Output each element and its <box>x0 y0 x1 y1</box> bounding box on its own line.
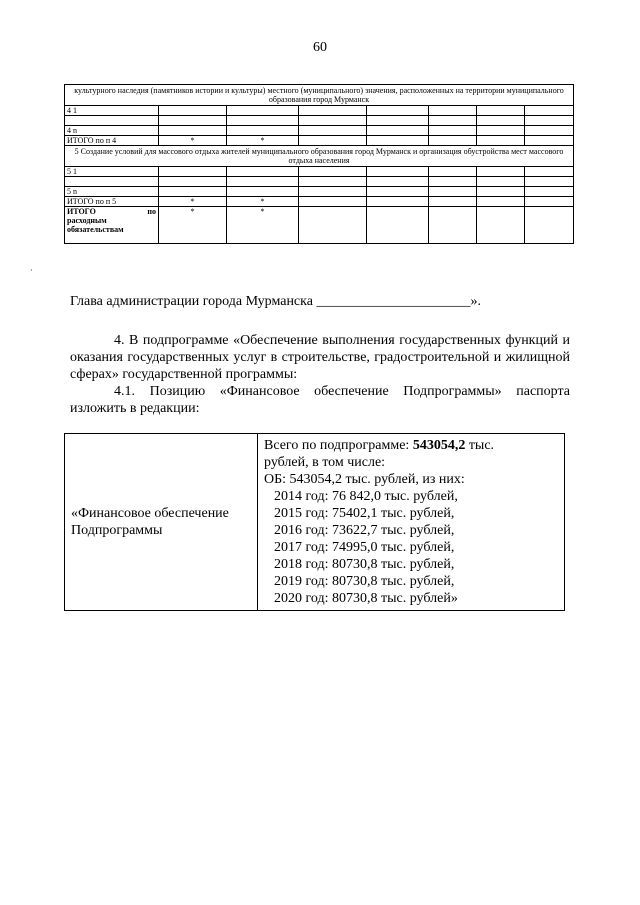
total-row-5 <box>65 197 574 207</box>
table-row <box>65 116 574 126</box>
star-mark: * <box>159 197 227 207</box>
total5-label: ИТОГО по п 5 <box>65 197 159 207</box>
passport-year-line: 2015 год: 75402,1 тыс. рублей, <box>274 506 455 521</box>
section4-title: культурного наследия (памятников истории и культуры) местного (муниципального) значения, расположенных на территории муниципального образования город Мурманск <box>65 85 574 106</box>
section5-title: 5 Создание условий для массового отдыха жителей муниципального образования город Мурманск и организация обустройства мест массового отдыха населения <box>65 146 574 167</box>
grand-total-word: по <box>147 207 156 216</box>
grand-total-word: ИТОГО <box>67 207 96 216</box>
signature-line: Глава администрации города Мурманска ______________________». <box>70 294 481 309</box>
passport-year-line: 2014 год: 76 842,0 тыс. рублей, <box>274 489 458 504</box>
section5-title-row <box>65 146 574 167</box>
passport-total-line: Всего по подпрограмме: 543054,2 тыс. <box>264 438 495 453</box>
table-row <box>65 187 574 197</box>
passport-year-line: 2019 год: 80730,8 тыс. рублей, <box>274 574 455 589</box>
passport-year-line: 2018 год: 80730,8 тыс. рублей, <box>274 557 455 572</box>
passport-year-line: 2016 год: 73622,7 тыс. рублей, <box>274 523 455 538</box>
grand-total-label <box>65 207 159 244</box>
paragraph-4-1 <box>70 383 570 417</box>
passport-total-value: 543054,2 <box>412 438 466 453</box>
table-row <box>65 106 574 116</box>
star-mark: * <box>227 136 299 146</box>
grand-total-word: расходным <box>67 216 107 225</box>
grand-total-word: обязательствам <box>67 225 124 234</box>
row-label-5-1: 5 1 <box>65 167 159 177</box>
table-row <box>65 167 574 177</box>
paragraph-4 <box>70 332 570 383</box>
section4-title-row <box>65 85 574 106</box>
paragraph-4-1-text: 4.1. Позицию «Финансовое обеспечение Подпрограммы» паспорта изложить в редакции: <box>70 384 570 416</box>
passport-position-value <box>258 434 565 611</box>
page-number: 60 <box>313 40 327 55</box>
row-label-4-n: 4 n <box>65 126 159 136</box>
total-row-4 <box>65 136 574 146</box>
passport-year-line: 2017 год: 74995,0 тыс. рублей, <box>274 540 455 555</box>
scan-speck: · <box>30 266 33 275</box>
passport-position-label: «Финансовое обеспечение Подпрограммы <box>65 434 258 611</box>
star-mark: * <box>227 197 299 207</box>
passport-line: рублей, в том числе: <box>264 455 386 470</box>
table-row <box>65 126 574 136</box>
paragraph-4-text: 4. В подпрограмме «Обеспечение выполнения государственных функций и оказания государственных услуг в строительстве, градостроительной и жилищной сферах» государственной программы: <box>70 333 570 382</box>
passport-line: ОБ: 543054,2 тыс. рублей, из них: <box>264 472 465 487</box>
row-label-4-1: 4 1 <box>65 106 159 116</box>
table-row <box>65 177 574 187</box>
star-mark: * <box>227 207 299 244</box>
row-label-5-n: 5 n <box>65 187 159 197</box>
star-mark: * <box>159 136 227 146</box>
expenditure-table <box>64 84 574 244</box>
grand-total-row <box>65 207 574 244</box>
passport-year-line: 2020 год: 80730,8 тыс. рублей» <box>274 591 458 606</box>
passport-table <box>64 433 565 611</box>
star-mark: * <box>159 207 227 244</box>
total4-label: ИТОГО по п 4 <box>65 136 159 146</box>
